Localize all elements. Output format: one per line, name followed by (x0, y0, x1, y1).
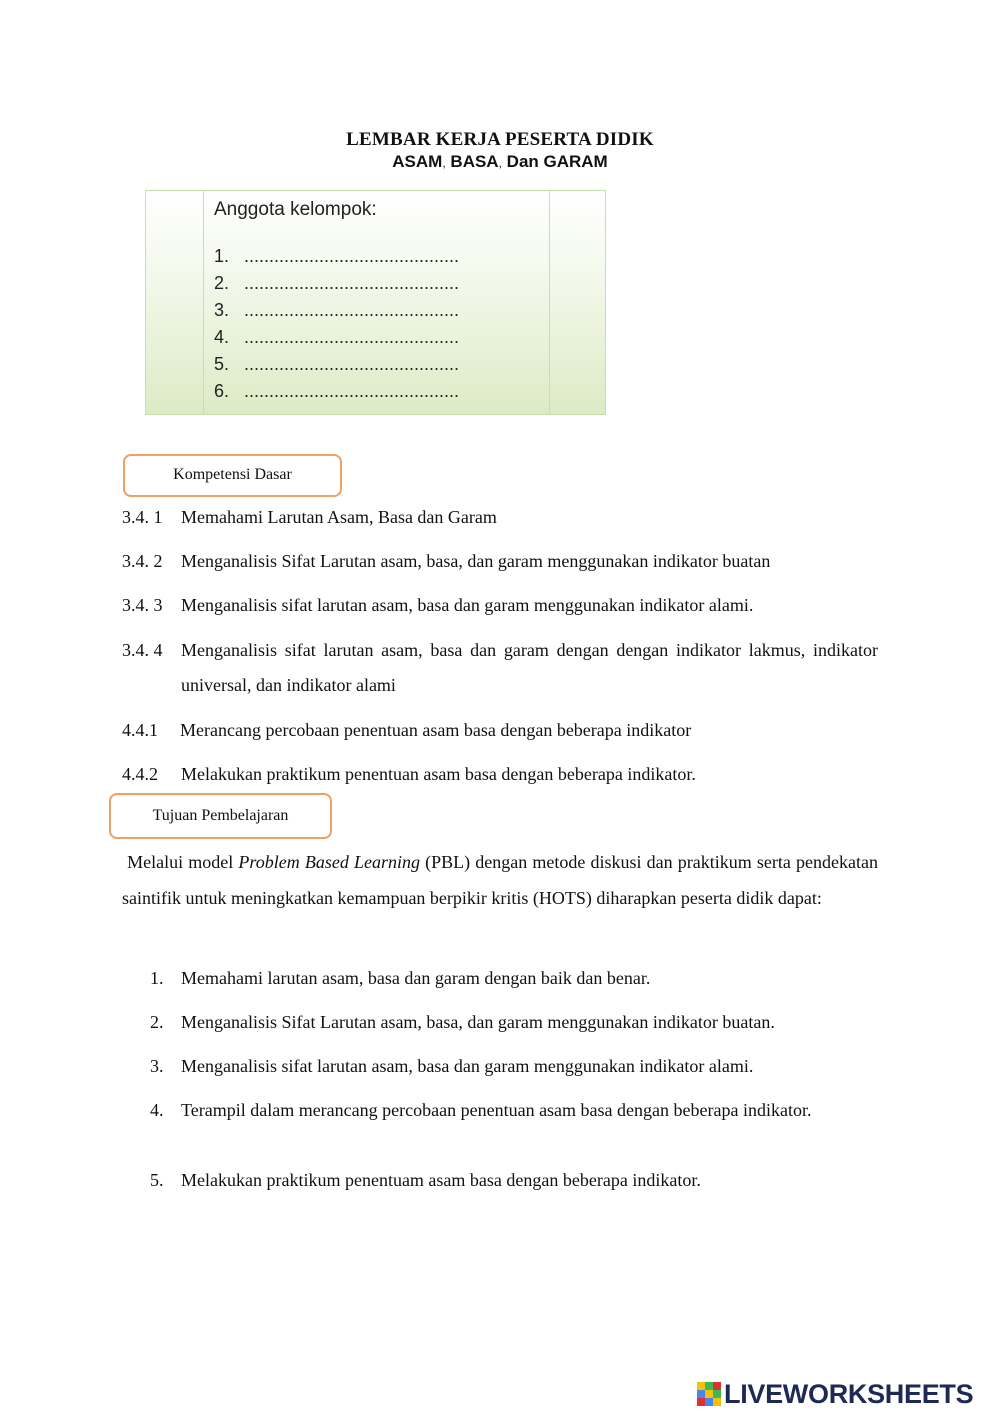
member-number: 2. (214, 273, 230, 293)
tujuan-number: 4. (150, 1100, 164, 1120)
subtitle-separator: , (498, 156, 502, 170)
tujuan-text: Terampil dalam merancang percobaan penentuan asam basa dengan beberapa indikator. (181, 1100, 812, 1120)
tujuan-pembelajaran-label: Tujuan Pembelajaran (109, 793, 332, 839)
kompetensi-code: 3.4. 2 (122, 551, 163, 571)
logo-tile (697, 1382, 705, 1390)
logo-tile (705, 1382, 713, 1390)
member-number: 6. (214, 381, 230, 401)
intro-text-rest: (PBL) dengan metode diskusi dan praktikum serta pendekatan saintifik untuk meningkatkan kemampuan berpikir kritis (HOTS) diharapkan peserta didik dapat: (122, 852, 878, 908)
kompetensi-text: Menganalisis Sifat Larutan asam, basa, dan garam menggunakan indikator buatan (181, 551, 771, 571)
intro-text-start: Melalui model (127, 852, 239, 872)
kompetensi-text: Menganalisis sifat larutan asam, basa dan garam menggunakan indikator alami. (181, 595, 754, 615)
tujuan-item (150, 1093, 878, 1128)
kompetensi-code: 4.4.2 (122, 764, 158, 784)
member-row[interactable] (214, 324, 459, 351)
tujuan-item (150, 1163, 878, 1198)
tujuan-text: Melakukan praktikum penentuam asam basa dengan beberapa indikator. (181, 1170, 701, 1190)
member-row[interactable] (214, 351, 459, 378)
tujuan-number: 1. (150, 968, 164, 988)
members-box-right-column (549, 191, 605, 414)
logo-tile (697, 1390, 705, 1398)
tujuan-intro-paragraph (122, 845, 878, 916)
member-row[interactable] (214, 243, 459, 270)
kompetensi-item (122, 633, 878, 703)
intro-model-name: Problem Based Learning (238, 852, 420, 872)
kompetensi-text: Melakukan praktikum penentuan asam basa dengan beberapa indikator. (181, 764, 696, 784)
tujuan-number: 5. (150, 1170, 164, 1190)
kompetensi-code: 3.4. 3 (122, 595, 163, 615)
member-blank[interactable]: ........................................... (244, 327, 460, 347)
subtitle-asam: ASAM (392, 152, 443, 171)
member-number: 3. (214, 300, 230, 320)
member-row[interactable] (214, 297, 459, 324)
tujuan-text: Menganalisis sifat larutan asam, basa dan garam menggunakan indikator alami. (181, 1056, 754, 1076)
kompetensi-item (122, 544, 878, 579)
member-number: 5. (214, 354, 230, 374)
member-row[interactable] (214, 270, 459, 297)
tujuan-number: 3. (150, 1056, 164, 1076)
logo-tile (705, 1398, 713, 1406)
member-row[interactable] (214, 378, 459, 405)
liveworksheets-logo-icon (697, 1382, 721, 1406)
kompetensi-text: Memahami Larutan Asam, Basa dan Garam (181, 507, 497, 527)
liveworksheets-brand: LIVEWORKSHEETS (724, 1378, 974, 1409)
kompetensi-code: 4.4.1 (122, 720, 158, 740)
subtitle-separator: , (442, 156, 446, 170)
kompetensi-code: 3.4. 4 (122, 640, 163, 660)
logo-tile (713, 1390, 721, 1398)
kompetensi-code: 3.4. 1 (122, 507, 163, 527)
member-number: 1. (214, 246, 230, 266)
tujuan-item (150, 961, 878, 996)
logo-tile (713, 1398, 721, 1406)
member-blank[interactable]: ........................................... (244, 246, 460, 266)
members-heading: Anggota kelompok: (214, 199, 377, 220)
logo-tile (713, 1382, 721, 1390)
kompetensi-item (122, 588, 878, 623)
member-blank[interactable]: ........................................... (244, 273, 460, 293)
kompetensi-dasar-label: Kompetensi Dasar (123, 454, 342, 497)
member-number: 4. (214, 327, 230, 347)
subtitle-garam: Dan GARAM (501, 152, 608, 171)
member-blank[interactable]: ........................................... (244, 300, 460, 320)
tujuan-item (150, 1049, 878, 1084)
tujuan-text: Menganalisis Sifat Larutan asam, basa, dan garam menggunakan indikator buatan. (181, 1012, 775, 1032)
logo-tile (697, 1398, 705, 1406)
members-list (214, 243, 459, 405)
kompetensi-item (122, 500, 878, 535)
members-box-left-column (146, 191, 204, 414)
tujuan-number: 2. (150, 1012, 164, 1032)
kompetensi-text: Menganalisis sifat larutan asam, basa dan garam dengan dengan indikator lakmus, indikator universal, dan indikator alami (181, 640, 878, 695)
member-blank[interactable]: ........................................... (244, 381, 460, 401)
tujuan-text: Memahami larutan asam, basa dan garam dengan baik dan benar. (181, 968, 651, 988)
group-members-box (145, 190, 606, 415)
member-blank[interactable]: ........................................... (244, 354, 460, 374)
tujuan-item (150, 1005, 878, 1040)
logo-tile (705, 1390, 713, 1398)
kompetensi-item (122, 757, 878, 792)
liveworksheets-logo[interactable] (697, 1378, 973, 1410)
document-title: LEMBAR KERJA PESERTA DIDIK (346, 129, 654, 150)
kompetensi-item (122, 713, 878, 748)
document-subtitle (0, 152, 1000, 172)
subtitle-basa: BASA (445, 152, 499, 171)
kompetensi-text: Merancang percobaan penentuan asam basa dengan beberapa indikator (180, 720, 692, 740)
